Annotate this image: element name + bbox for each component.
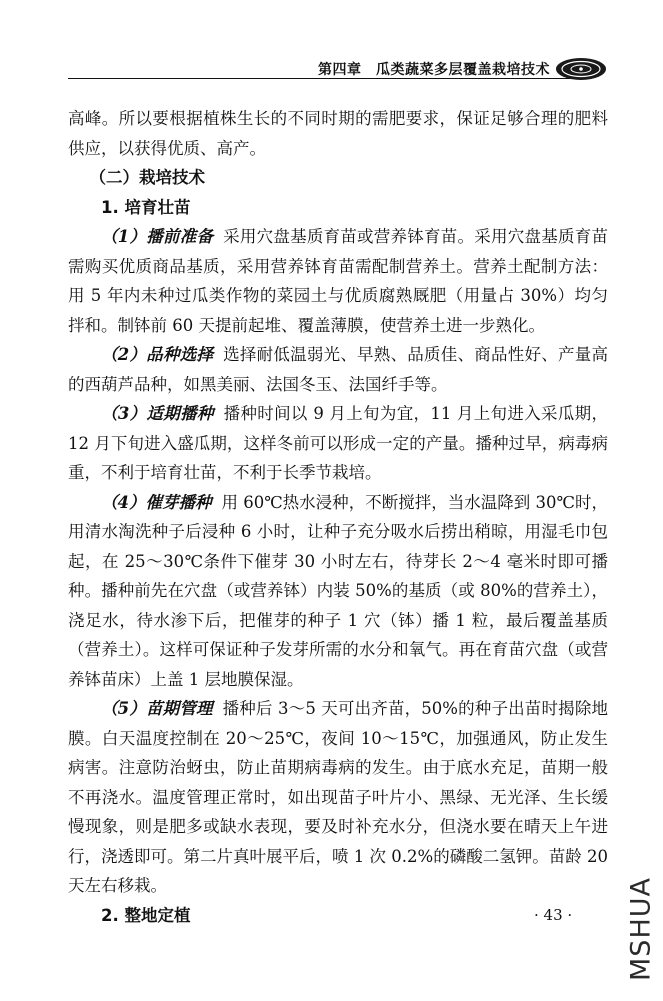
item-lead: （5）苗期管理 [101,699,213,718]
intro-paragraph: 高峰。所以要根据植株生长的不同时期的需肥要求，保证足够合理的肥料供应，以获得优质、高产。 [68,109,608,158]
chapter-title: 第四章 瓜类蔬菜多层覆盖栽培技术 [318,62,550,78]
decorative-seal-ornament-icon [554,56,608,82]
header-rule [68,78,578,79]
item-text: 选择耐低温弱光、早熟、品质佳、商品性好、产量高的西葫芦品种，如黑美丽、法国冬玉、法国纤手等。 [68,345,608,394]
item-lead: （4）催芽播种 [101,492,212,512]
subsection-heading-1: 1. 培育壮苗 [101,197,191,217]
item-lead: （3）适期播种 [101,404,214,423]
item-text: 播种后 3～5 天可出齐苗，50%的种子出苗时揭除地膜。白天温度控制在 20～25℃，夜间 10～15℃，加强通风，防止发生病害。注意防治蚜虫，防止苗期病毒病的发生。由于底水充足，苗期一般不再浇水。温度管理正常时，如出现苗子叶片小、黑绿、无光泽、生长缓慢现象，则是肥多或缺水表现，要及时补充水分，但浇水要在晴天上午进行，浇透即可。第二片真叶展平后，喷 1 次 0.2%的磷酸二氢钾。苗龄 20 天左右移栽。 [68,699,608,895]
paragraph-variety-selection [68,340,608,399]
item-text: 播种时间以 9 月上旬为宜，11 月上旬进入采瓜期，12 月下旬进入盛瓜期，这样冬前可以形成一定的产量。播种过早，病毒病重，不利于培育壮苗，不利于长季节栽培。 [68,404,608,482]
running-head [68,56,608,80]
section-heading: （二）栽培技术 [89,168,205,187]
watermark-text: MSHUA [625,877,657,981]
item-text: 采用穴盘基质育苗或营养钵育苗。采用穴盘基质育苗需购买优质商品基质，采用营养钵育苗需配制营养土。营养土配制方法：用 5 年内未种过瓜类作物的菜园土与优质腐熟厩肥（用量占 30%）均匀拌和。制钵前 60 天提前起堆、覆盖薄膜，使营养土进一步熟化。 [68,227,608,335]
watermark [624,865,658,993]
subsection-heading-2: 2. 整地定植 [101,905,191,925]
item-text: 用 60℃热水浸种，不断搅拌，当水温降到 30℃时，用清水淘洗种子后浸种 6 小时，让种子充分吸水后捞出稍晾，用湿毛巾包起，在 25～30℃条件下催芽 30 小时左右，待芽长 2～4 毫米时即可播种。播种前先在穴盘（或营养钵）内装 50%的基质（或 80%的营养土），浇足水，待水渗下后，把催芽的种子 1 穴（钵）播 1 粒，最后覆盖基质（营养土）。这样可保证种子发芽所需的水分和氧气。再在育苗穴盘（或营养钵苗床）上盖 1 层地膜保湿。 [68,492,609,689]
paragraph-germination-sowing [68,488,608,695]
paragraph-seedling-management [68,694,608,901]
page-body [68,104,608,930]
item-lead: （1）播前准备 [101,227,214,246]
page-number: · 43 · [534,906,573,924]
item-lead: （2）品种选择 [101,345,214,364]
paragraph-timely-sowing [68,399,608,488]
paragraph-sowing-preparation [68,222,608,340]
